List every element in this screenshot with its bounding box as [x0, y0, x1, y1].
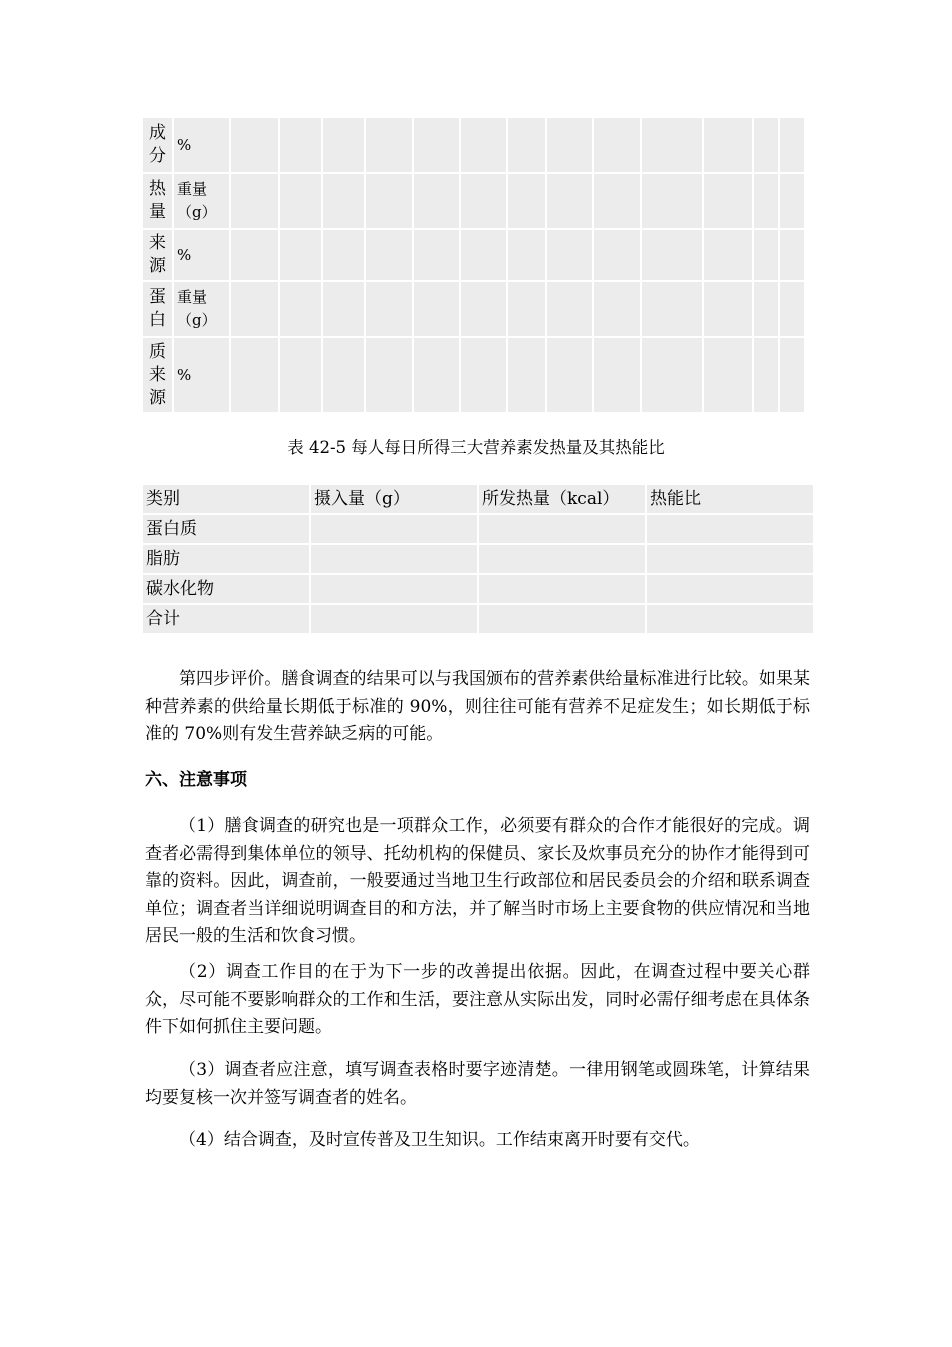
section-heading: 六、注意事项: [145, 770, 247, 790]
column-header: 所发热量（kcal）: [478, 484, 646, 514]
row-label-char: 热: [149, 179, 166, 199]
nutrient-source-table: [141, 116, 806, 414]
unit-cell: %: [173, 337, 230, 413]
row-label-char: 来: [149, 233, 166, 253]
unit-label: 重量: [177, 288, 208, 306]
table-caption: 表 42-5 每人每日所得三大营养素发热量及其热能比: [287, 438, 665, 457]
row-label: 合计: [142, 604, 310, 634]
table-row: [142, 514, 814, 544]
row-label-char: 来: [149, 364, 166, 385]
column-header: 摄入量（g）: [310, 484, 478, 514]
unit-cell: %: [173, 117, 230, 173]
unit-label: （g）: [177, 203, 217, 221]
unit-label: （g）: [177, 311, 217, 329]
row-label-char: 源: [149, 256, 166, 276]
column-header: 类别: [142, 484, 310, 514]
row-label-char: 源: [149, 387, 166, 408]
table-row: [142, 337, 805, 413]
table-row: [142, 544, 814, 574]
table-row: [142, 117, 805, 173]
unit-cell: %: [173, 229, 230, 281]
note-paragraph-1: （1）膳食调查的研究也是一项群众工作，必须要有群众的合作才能很好的完成。调查者必需得到集体单位的领导、托幼机构的保健员、家长及炊事员充分的协作才能得到可靠的资料。因此，调查前，一般要通过当地卫生行政部位和居民委员会的介绍和联系调查单位；调查者当详细说明调查目的和方法，并了解当时市场上主要食物的供应情况和当地居民一般的生活和饮食习惯。: [145, 816, 810, 946]
row-label: 蛋白质: [142, 514, 310, 544]
note-paragraph-2: （2）调查工作目的在于为下一步的改善提出依据。因此，在调查过程中要关心群众，尽可能不要影响群众的工作和生活，要注意从实际出发，同时必需仔细考虑在具体条件下如何抓住主要问题。: [145, 962, 810, 1037]
row-label-char: 成: [149, 123, 166, 143]
note-paragraph-3: （3）调查者应注意，填写调查表格时要字迹清楚。一律用钢笔或圆珠笔，计算结果均要复核一次并签写调查者的姓名。: [145, 1060, 810, 1108]
row-label-char: 蛋: [149, 287, 166, 307]
row-label-char: 白: [149, 310, 166, 330]
row-label-char: 质: [149, 341, 166, 362]
row-label-char: 量: [149, 202, 166, 222]
row-label: 碳水化物: [142, 574, 310, 604]
row-label: 脂肪: [142, 544, 310, 574]
unit-label: 重量: [177, 180, 208, 198]
table-row: [142, 173, 805, 229]
table-header-row: [142, 484, 814, 514]
table-row: [142, 574, 814, 604]
table-row: [142, 604, 814, 634]
column-header: 热能比: [646, 484, 814, 514]
row-label-char: 分: [149, 146, 166, 166]
table-row: [142, 229, 805, 281]
paragraph-step4: 第四步评价。膳食调查的结果可以与我国颁布的营养素供给量标准进行比较。如果某种营养素的供给量长期低于标准的 90%，则往往可能有营养不足症发生；如长期低于标准的 70%则有发生营养缺乏病的可能。: [145, 669, 810, 744]
energy-ratio-table: [141, 483, 815, 635]
table-row: [142, 281, 805, 337]
note-paragraph-4: （4）结合调查，及时宣传普及卫生知识。工作结束离开时要有交代。: [179, 1130, 700, 1150]
